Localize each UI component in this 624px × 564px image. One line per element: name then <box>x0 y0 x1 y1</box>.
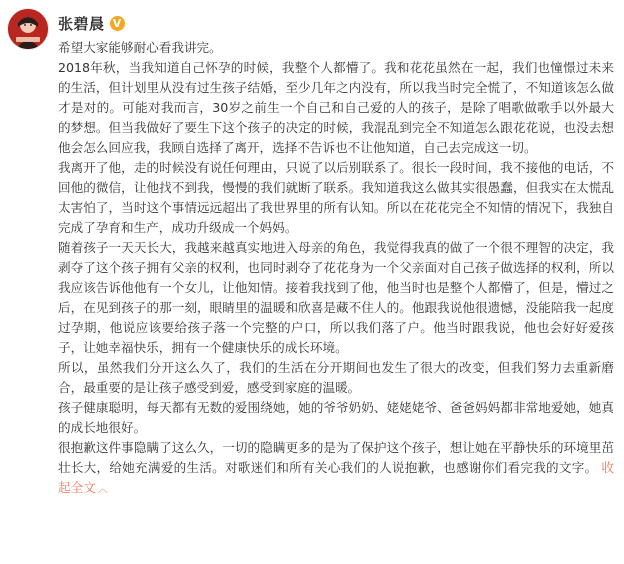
collapse-label: 收起全文 <box>58 460 614 495</box>
post-paragraph: 2018年秋，当我知道自己怀孕的时候，我整个人都懵了。我和花花虽然在一起，我们也憧憬过未来的生活，但计划里从没有过生孩子结婚，至少几年之内没有，所以我当时完全慌了，不知道该怎么做才是对的。可能对我而言，30岁之前生一个自己和自己爱的人的孩子，是除了唱歌做歌手以外最大的梦想。但当我做好了要生下这个孩子的决定的时候，我混乱到完全不知道怎么跟花花说，也没去想他会怎么回应我，我顾自选择了离开，选择不告诉也不让他知道，自己去完成这一切。 <box>58 60 614 155</box>
post-paragraph: 孩子健康聪明，每天都有无数的爱围绕她，她的爷爷奶奶、姥姥姥爷、爸爸妈妈都非常地爱她，她真的成长地很好。 <box>58 400 614 435</box>
post-body <box>58 38 614 500</box>
author-name[interactable]: 张碧晨 <box>58 14 105 33</box>
post-paragraph: 所以，虽然我们分开这么久了，我们的生活在分开期间也发生了很大的改变，但我们努力去重新磨合，最重要的是让孩子感受到爱，感受到家庭的温暖。 <box>58 360 614 395</box>
post-paragraph: 我离开了他，走的时候没有说任何理由，只说了以后别联系了。很长一段时间，我不接他的电话，不回他的微信，让他找不到我，慢慢的我们就断了联系。我知道我这么做其实很愚蠢，但我实在太慌乱太害怕了，当时这个事情远远超出了我世界里的所有认知。所以在花花完全不知情的情况下，我独自完成了孕育和生产，成功升级成一个妈妈。 <box>58 160 614 235</box>
post-paragraph-text: 很抱歉这件事隐瞒了这么久，一切的隐瞒更多的是为了保护这个孩子，想让她在平静快乐的环境里茁壮长大，给她充满爱的生活。对歌迷们和所有关心我们的人说抱歉，也感谢你们看完我的文字。 <box>58 440 614 475</box>
verified-v-icon: V <box>110 16 125 31</box>
post-paragraph-last <box>58 438 614 500</box>
avatar-illustration-icon <box>8 9 48 49</box>
post-paragraph: 随着孩子一天天长大，我越来越真实地进入母亲的角色，我觉得我真的做了一个很不理智的决定，我剥夺了这个孩子拥有父亲的权利，也同时剥夺了花花身为一个父亲面对自己孩子做选择的权利，所以我应该告诉他他有一个女儿，让他知情。接着我找到了他，他当时也是整个人都懵了，但是，懵过之后，在见到孩子的那一刻，眼睛里的温暖和欣喜是藏不住人的。他跟我说他很遗憾，没能陪我一起度过孕期，他说应该要给孩子落一个完整的户口，所以我们落了户。他当时跟我说，他也会好好爱孩子，让她幸福快乐，拥有一个健康快乐的成长环境。 <box>58 240 614 355</box>
author-avatar[interactable] <box>7 8 49 50</box>
post-header <box>58 12 125 34</box>
post-paragraph: 希望大家能够耐心看我讲完。 <box>58 40 222 55</box>
chevron-up-icon: ︿ <box>97 484 108 495</box>
